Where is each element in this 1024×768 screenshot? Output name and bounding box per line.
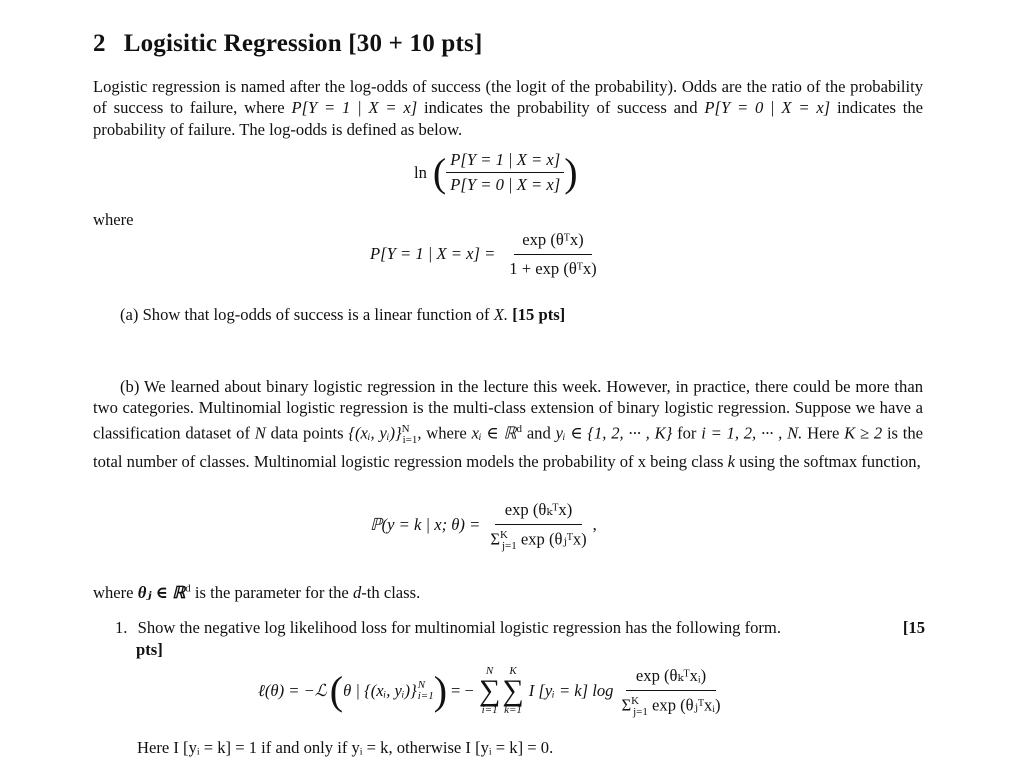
where2-text: is the parameter for the (194, 583, 349, 602)
fraction-denominator: P[Y = 0 | X = x] (450, 175, 561, 194)
sigmoid-numerator: exp (θᵀx) (514, 228, 591, 255)
loss-inner: θ | {(xᵢ, yᵢ)} (343, 680, 417, 700)
intro-text-1: Logistic regression is named after the log-odds of success (the logit of the probability). Odds are the ratio of the probability of success to failure, where (93, 77, 923, 118)
where-label: where (93, 210, 134, 229)
loss-den-exp: exp (θⱼᵀxᵢ) (652, 695, 721, 715)
log-odds-fraction (446, 150, 564, 195)
softmax-numerator: exp (θₖᵀx) (495, 498, 582, 525)
theta-definition (93, 582, 420, 603)
part-b-paragraph (93, 376, 923, 472)
part-b-text-5: for (677, 423, 697, 443)
dataset-sup: N (401, 422, 410, 435)
part-b-text-8: using the softmax function, (739, 452, 921, 472)
item-1-text: Show the negative log likelihood loss for multinomial logistic regression has the following form. (137, 618, 781, 637)
loss-indicator: I [yᵢ = k] log (528, 680, 614, 700)
equation-softmax (370, 498, 597, 552)
loss-inner-sup: N (417, 678, 426, 691)
paren-left: ( (432, 149, 447, 195)
part-b-text-3: , where (417, 423, 467, 443)
section-title-text: Logisitic Regression [30 + 10 pts] (123, 30, 483, 57)
equation-nll-loss (258, 664, 725, 718)
softmax-sum-sup: K (499, 529, 508, 541)
softmax-denominator (486, 525, 590, 552)
part-b-dataset: {(xᵢ, yᵢ)} (348, 423, 402, 443)
loss-den-sup: K (631, 695, 640, 707)
sum-k-symbol: ∑ (502, 673, 524, 707)
sum-i-bottom: i=1 (481, 703, 498, 716)
loss-paren-left: ( (329, 667, 344, 713)
part-a-points: [15 pts] (512, 305, 566, 324)
part-b-text-6: Here (807, 423, 840, 443)
item-1-points-a: [15 (902, 618, 925, 637)
part-b-text-2: data points (270, 423, 344, 443)
sum-k-top: K (509, 664, 517, 677)
sigmoid-fraction (501, 228, 604, 279)
loss-den-sub: j=1 (633, 705, 648, 718)
part-a-var: X. (493, 305, 509, 324)
loss-fraction (617, 664, 724, 718)
equation-sigmoid (370, 228, 605, 279)
part-b-yi-domain: yᵢ ∈ {1, 2, ··· , K} (555, 423, 673, 443)
equation-log-odds (414, 150, 578, 195)
intro-math-2: P[Y = 0 | X = x] (704, 98, 831, 118)
dataset-sub: i=1 (402, 433, 418, 446)
where2-word: where (93, 583, 134, 602)
sum-k-bottom: k=1 (504, 703, 522, 716)
sigmoid-denominator: 1 + exp (θᵀx) (509, 259, 597, 278)
item-1 (115, 618, 925, 660)
part-a-text: (a) Show that log-odds of success is a linear function of (120, 305, 490, 324)
intro-text-3: indicates the probability of failure. The log-odds is defined as below. (93, 98, 923, 139)
part-a (120, 305, 565, 325)
loss-denominator (617, 691, 724, 718)
part-b-k: k (727, 452, 735, 472)
indicator-definition: Here I [yᵢ = k] = 1 if and only if yᵢ = k, otherwise I [yᵢ = k] = 0. (137, 738, 554, 757)
loss-numerator: exp (θₖᵀxᵢ) (626, 664, 716, 691)
where2-text-2: -th class. (361, 583, 421, 602)
part-b-K-bound: K ≥ 2 (844, 423, 883, 443)
fraction-numerator: P[Y = 1 | X = x] (446, 150, 564, 173)
softmax-fraction (486, 498, 590, 552)
paren-right: ) (564, 149, 578, 195)
where2-d: d (352, 583, 362, 602)
sum-over-k (502, 666, 523, 716)
loss-equals-minus: = − (451, 680, 474, 700)
intro-math-1: P[Y = 1 | X = x] (291, 98, 418, 118)
section-number: 2 (93, 30, 106, 57)
part-b-i-range: i = 1, 2, ··· , N. (701, 423, 803, 443)
item-1-points-b: pts] (136, 640, 163, 659)
intro-text-2: indicates the probability of success and (424, 98, 698, 118)
section-title (93, 30, 482, 58)
part-b-text-1: (b) We learned about binary logistic regression in the lecture this week. However, in practice, there could be more than two categories. Multinomial logistic regression is the multi-class extension of binary logistic regression. Suppose we have a classification dataset of (93, 377, 923, 443)
intro-paragraph (93, 76, 923, 140)
softmax-den-exp: exp (θⱼᵀx) (520, 529, 587, 549)
softmax-lhs: ℙ(y = k | x; θ) = (370, 514, 481, 534)
theta-domain: θⱼ ∈ ℝ (137, 583, 186, 602)
loss-lhs: ℓ(θ) = −ℒ (258, 680, 327, 700)
softmax-sum-symbol: Σ (490, 529, 500, 549)
part-b-text-7: is the total number of classes. Multinomial logistic regression models the probability of x being class (93, 423, 924, 472)
sum-over-i (479, 666, 500, 716)
part-b-d-sup: d (516, 422, 523, 435)
loss-den-sum: Σ (621, 695, 632, 715)
softmax-comma: , (592, 514, 597, 534)
softmax-sum-sub: j=1 (501, 539, 517, 552)
ln-operator: ln (414, 162, 427, 182)
item-1-number: 1. (115, 618, 128, 637)
part-b-xi-domain: xᵢ ∈ ℝ (471, 423, 517, 443)
sum-i-symbol: ∑ (478, 673, 501, 707)
part-b-text-4: and (526, 423, 551, 443)
theta-d-sup: d (185, 582, 191, 595)
loss-inner-sub: i=1 (417, 689, 434, 702)
loss-inner-limits (418, 680, 434, 702)
sigmoid-lhs: P[Y = 1 | X = x] = (370, 243, 496, 263)
loss-paren-right: ) (433, 667, 448, 713)
sum-i-top: N (485, 664, 494, 677)
part-b-N: N (254, 423, 266, 443)
